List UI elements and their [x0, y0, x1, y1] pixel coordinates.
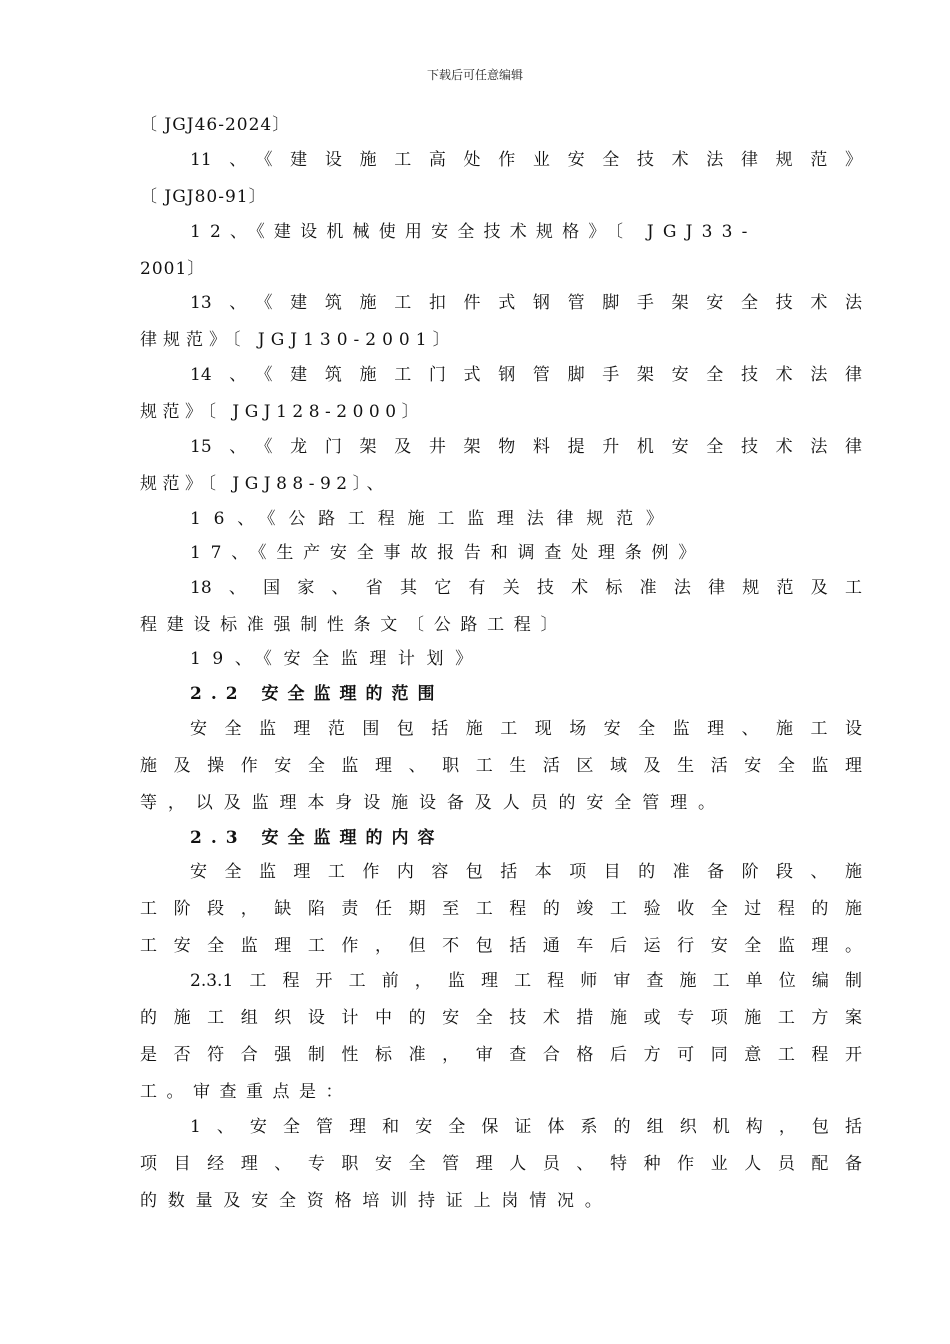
text-line: 等，以及监理本身设施设备及人员的安全管理。	[140, 793, 726, 813]
text-line: 17、《生产安全事故报告和调查处理条例》	[190, 543, 706, 563]
text-line: 12、《建设机械使用安全技术规格》〔 JGJ33-	[190, 222, 757, 242]
text-line: 2001〕	[140, 259, 206, 279]
text-line: 工阶段，缺陷责任期至工程的竣工验收全过程的施	[140, 899, 862, 919]
text-line: 项目经理、专职安全管理人员、特种作业人员配备	[140, 1154, 862, 1174]
page-header: 下载后可任意编辑	[426, 68, 523, 82]
text-line: 18、国家、省其它有关技术标准法律规范及工	[190, 578, 862, 598]
text-line: 安全监理工作内容包括本项目的准备阶段、施	[190, 862, 862, 882]
text-line: 程建设标准强制性条文〔公路工程〕	[140, 615, 568, 635]
text-line: 安全监理范围包括施工现场安全监理、施工设	[190, 719, 862, 739]
text-line: 13、《建筑施工扣件式钢管脚手架安全技术法	[190, 293, 862, 313]
text-line: 施及操作安全监理、职工生活区域及生活安全监理	[140, 756, 862, 776]
text-line: 的数量及安全资格培训持证上岗情况。	[140, 1191, 613, 1211]
text-line: 11、《建设施工高处作业安全技术法律规范》	[190, 150, 862, 170]
section-heading: 2.2 安全监理的范围	[190, 684, 444, 704]
text-line: 工。审查重点是：	[140, 1082, 352, 1102]
text-line: 规范》〔 JGJ88-92〕、	[140, 474, 390, 494]
text-line: 14、《建筑施工门式钢管脚手架安全技术法律	[190, 365, 862, 385]
text-line: 是否符合强制性标准，审查合格后方可同意工程开	[140, 1045, 862, 1065]
text-line: 工安全监理工作，但不包括通车后运行安全监理。	[140, 936, 862, 956]
section-heading: 2.3 安全监理的内容	[190, 828, 444, 848]
text-line: 1、安全管理和安全保证体系的组织机构，包括	[190, 1117, 862, 1137]
text-line: 16、《公路工程施工监理法律规范》	[190, 509, 676, 529]
text-line: 〔 JGJ46-2024〕	[140, 115, 291, 135]
text-line: 〔 JGJ80-91〕	[140, 187, 267, 207]
text-line: 19、《安全监理计划》	[190, 649, 484, 669]
text-line: 律规范》〔 JGJ130-2001〕	[140, 330, 456, 350]
text-line: 的施工组织设计中的安全技术措施或专项施工方案	[140, 1008, 862, 1028]
text-line: 15、《龙门架及井架物料提升机安全技术法律	[190, 437, 862, 457]
text-line: 规范》〔 JGJ128-2000〕	[140, 402, 425, 422]
text-line: 2.3.1工程开工前，监理工程师审查施工单位编制	[190, 971, 862, 991]
